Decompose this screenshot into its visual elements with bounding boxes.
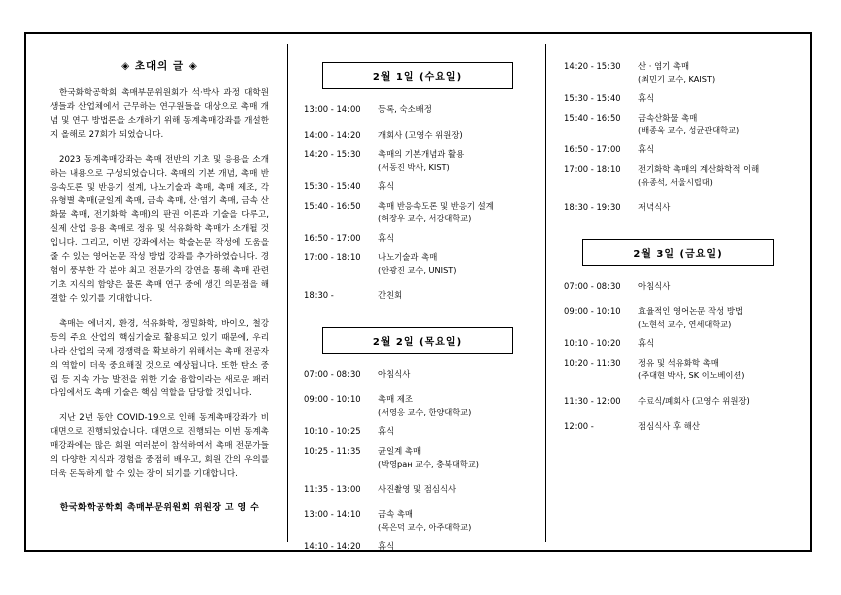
schedule-desc-speaker: (안광진 교수, UNIST)	[378, 264, 457, 275]
schedule-desc-title: 아침식사	[638, 280, 671, 291]
schedule-time: 12:00 -	[564, 421, 594, 432]
schedule-table-feb2	[304, 368, 531, 560]
schedule-row	[304, 148, 531, 180]
schedule-row	[304, 289, 531, 309]
schedule-desc-title: 산 · 염기 촉매	[638, 61, 690, 71]
schedule-desc	[636, 112, 792, 144]
schedule-row	[564, 201, 792, 221]
schedule-time: 10:10 - 10:20	[564, 338, 621, 349]
schedule-row	[564, 420, 792, 440]
invitation-paragraph-4: 지난 2년 동안 COVID-19으로 인해 동계촉매강좌가 비대면으로 진행되었습니다. 대면으로 진행되는 이번 동계촉매강좌에는 많은 회원 여러분이 참석하여서 촉매 전문가들의 다양한 지식과 경험을 중점히 배우고, 회원 간의 우의를 더욱 돈독하게 할 수 있는 장이 되기를 기대합니다.	[50, 413, 269, 480]
schedule-desc	[376, 129, 531, 149]
schedule-row	[564, 305, 792, 337]
schedule-row	[564, 337, 792, 357]
invitation-title: ◈ 초대의 글 ◈	[121, 60, 198, 72]
schedule-time: 10:25 - 11:35	[304, 445, 361, 456]
schedule-desc	[376, 483, 531, 509]
schedule-desc	[636, 201, 792, 221]
schedule-time: 10:20 - 11:30	[564, 357, 621, 368]
schedule-table-feb1	[304, 103, 531, 309]
schedule-desc-title: 전기화학 촉매의 계산화학적 이해	[638, 164, 760, 175]
schedule-row	[304, 508, 531, 540]
schedule-row	[304, 540, 531, 560]
schedule-row	[564, 280, 792, 306]
schedule-row	[564, 163, 792, 201]
schedule-desc-title: 금속 촉매	[378, 509, 414, 520]
schedule-desc-title: 휴식	[378, 181, 395, 192]
schedule-row	[304, 251, 531, 289]
schedule-time: 14:20 - 15:30	[304, 149, 361, 160]
schedule-desc-title: 효율적인 영어논문 작성 방법	[638, 306, 744, 317]
schedule-row	[304, 368, 531, 394]
schedule-time: 14:00 - 14:20	[304, 129, 361, 140]
schedule-desc	[376, 540, 531, 560]
schedule-desc	[376, 251, 531, 289]
invitation-paragraph-3: 촉매는 에너지, 환경, 석유화학, 정밀화학, 바이오, 철강 등의 주요 산업의 핵심기술로 활용되고 있기 때문에, 우리나라 산업의 국제 경쟁력을 확보하기 위해서는 촉매 전공자의 역할이 더욱 중요해질 것으로 예상됩니다. 또한 탄소 중립 등 지속 가능 발전을 위한 기술 융합이라는 새로운 패러다임에서도 촉매 기술은 핵심 역할을 담당할 것입니다.	[50, 318, 269, 399]
schedule-time: 15:30 - 15:40	[564, 92, 621, 103]
schedule-time: 13:00 - 14:00	[304, 104, 361, 114]
schedule-time: 18:30 - 19:30	[564, 201, 621, 212]
schedule-desc-title: 촉매의 기본개념과 활용	[378, 149, 465, 160]
schedule-desc	[636, 92, 792, 112]
schedule-time: 17:00 - 18:10	[304, 252, 361, 263]
invitation-paragraph-2: 2023 동계촉매강좌는 촉매 전반의 기초 및 응용을 소개하는 내용으로 구성되었습니다. 촉매의 기본 개념, 촉매 반응속도론 및 반응기 설계, 나노기술과 촉매, 촉매 제조, 각 유형별 촉매(균일계 촉매, 금속 촉매, 산·염기 촉매, 금속 산화물 촉매, 전기화학 촉매)의 판권 이론과 기술을 다루고, 실제 산업 응용 촉매로 정유 및 석유화학 촉매가 소개될 것입니다. 그리고, 이번 강좌에서는 학술논문 작성에 도움을 줄 수 있는 영어논문 작성 방법 강좌를 추가하였습니다. 경험이 풍부한 각 분야 최고 전문가의 강연을 통해 촉매 관련 기초 지식의 함양은 물론 촉매 연구 중에 생긴 의문점을 해결할 수 있기를 기대합니다.	[50, 154, 269, 304]
schedule-time: 11:35 - 13:00	[304, 483, 361, 494]
schedule-row	[564, 357, 792, 395]
schedule-time: 14:10 - 14:20	[304, 541, 361, 552]
schedule-desc-title: 균일계 촉매	[378, 445, 422, 456]
day-header-feb3: 2월 3일 (금요일)	[582, 239, 774, 266]
schedule-row	[304, 393, 531, 425]
schedule-desc-title: 휴식	[638, 338, 655, 349]
schedule-desc	[376, 425, 531, 445]
schedule-desc-title: 정유 및 석유화학 촉매	[638, 357, 719, 368]
schedule-desc	[376, 103, 531, 129]
schedule-row	[304, 483, 531, 509]
schedule-row	[304, 200, 531, 232]
schedule-row	[304, 103, 531, 129]
schedule-desc-speaker: (유종석, 서울시립대)	[638, 176, 713, 187]
schedule-desc	[636, 357, 792, 395]
schedule-row	[564, 60, 792, 92]
schedule-time: 10:10 - 10:25	[304, 426, 361, 437]
schedule-desc-title: 아침식사	[378, 368, 411, 379]
schedule-time: 14:20 - 15:30	[564, 61, 621, 71]
schedule-row	[564, 395, 792, 421]
schedule-desc-title: 수료식/폐회사 (고영수 위원장)	[638, 395, 750, 406]
schedule-desc-speaker: (주대현 박사, SK 이노베이션)	[638, 370, 745, 381]
schedule-desc	[376, 289, 531, 309]
schedule-time: 07:00 - 08:30	[304, 368, 361, 379]
schedule-row	[564, 92, 792, 112]
schedule-desc-title: 등록, 숙소배정	[378, 104, 432, 114]
schedule-desc-title: 휴식	[638, 92, 655, 103]
schedule-desc	[636, 280, 792, 306]
schedule-desc	[636, 60, 792, 92]
schedule-desc	[376, 393, 531, 425]
schedule-desc-title: 휴식	[378, 232, 395, 243]
schedule-row	[304, 425, 531, 445]
schedule-time: 18:30 -	[304, 290, 334, 301]
schedule-desc-speaker: (서동진 박사, KIST)	[378, 161, 450, 172]
schedule-table-feb2-cont	[564, 60, 792, 221]
schedule-desc	[636, 395, 792, 421]
schedule-desc-title: 휴식	[378, 541, 395, 552]
schedule-desc	[376, 200, 531, 232]
schedule-time: 09:00 - 10:10	[564, 306, 621, 317]
schedule-time: 15:40 - 16:50	[304, 200, 361, 211]
schedule-desc	[376, 368, 531, 394]
schedule-desc-speaker: (최민기 교수, KAIST)	[638, 73, 716, 84]
schedule-desc-speaker: (서영응 교수, 한양대학교)	[378, 406, 472, 417]
schedule-table-feb3	[564, 280, 792, 440]
schedule-row	[564, 143, 792, 163]
schedule-desc-title: 점심식사 후 해산	[638, 421, 700, 432]
schedule-time: 07:00 - 08:30	[564, 280, 621, 291]
schedule-desc-speaker: (목은덕 교수, 아주대학교)	[378, 522, 472, 533]
schedule-desc-title: 간친회	[378, 290, 403, 301]
schedule-row	[304, 129, 531, 149]
schedule-desc	[376, 148, 531, 180]
schedule-time: 13:00 - 14:10	[304, 509, 361, 520]
schedule-row	[304, 232, 531, 252]
schedule-row	[304, 445, 531, 483]
schedule-column-1	[288, 44, 546, 552]
schedule-desc-speaker: (노현석 교수, 연세대학교)	[638, 318, 732, 329]
schedule-desc	[376, 508, 531, 540]
schedule-time: 16:50 - 17:00	[564, 144, 621, 155]
schedule-desc-speaker: (허장우 교수, 서강대학교)	[378, 213, 472, 224]
schedule-desc-title: 촉매 제조	[378, 394, 414, 405]
schedule-desc	[376, 232, 531, 252]
schedule-desc-title: 개회사 (고영수 위원장)	[378, 129, 463, 140]
schedule-time: 15:40 - 16:50	[564, 112, 621, 123]
three-column-layout	[36, 44, 802, 552]
schedule-row	[304, 180, 531, 200]
day-header-feb1: 2월 1일 (수요일)	[322, 62, 513, 89]
schedule-desc-title: 사진촬영 및 점심식사	[378, 483, 457, 494]
schedule-time: 09:00 - 10:10	[304, 394, 361, 405]
day-header-feb2: 2월 2일 (목요일)	[322, 327, 513, 354]
invitation-signature: 한국화학공학회 촉매부문위원회 위원장 고 영 수	[59, 502, 260, 513]
invitation-column	[36, 44, 288, 542]
schedule-desc-title: 촉매 반응속도론 및 반응기 설계	[378, 200, 494, 211]
schedule-desc-title: 저녁식사	[638, 201, 671, 212]
schedule-time: 17:00 - 18:10	[564, 164, 621, 175]
schedule-desc-title: 나노기술과 촉매	[378, 252, 438, 263]
schedule-desc-speaker: (배종욱 교수, 성균관대학교)	[638, 125, 740, 136]
schedule-desc	[636, 420, 792, 440]
schedule-time: 15:30 - 15:40	[304, 181, 361, 192]
schedule-desc	[636, 143, 792, 163]
schedule-desc	[376, 180, 531, 200]
schedule-desc-speaker: (박영ран 교수, 충북대학교)	[378, 458, 479, 469]
schedule-column-2	[546, 44, 802, 542]
schedule-desc-title: 휴식	[378, 426, 395, 437]
schedule-row	[564, 112, 792, 144]
schedule-desc	[636, 337, 792, 357]
schedule-time: 11:30 - 12:00	[564, 395, 621, 406]
invitation-paragraph-1: 한국화학공학회 촉매부문위원회가 석·박사 과정 대학원생들과 산업체에서 근무하는 연구원들을 대상으로 촉매 개념 및 연구 방법론을 소개하기 위해 동계촉매강좌를 개설한 지 올해로 27회가 되었습니다.	[50, 88, 269, 140]
schedule-desc	[636, 305, 792, 337]
schedule-time: 16:50 - 17:00	[304, 232, 361, 243]
schedule-desc-title: 금속산화물 촉매	[638, 112, 698, 123]
schedule-desc-title: 휴식	[638, 144, 655, 155]
schedule-desc	[376, 445, 531, 483]
schedule-desc	[636, 163, 792, 201]
